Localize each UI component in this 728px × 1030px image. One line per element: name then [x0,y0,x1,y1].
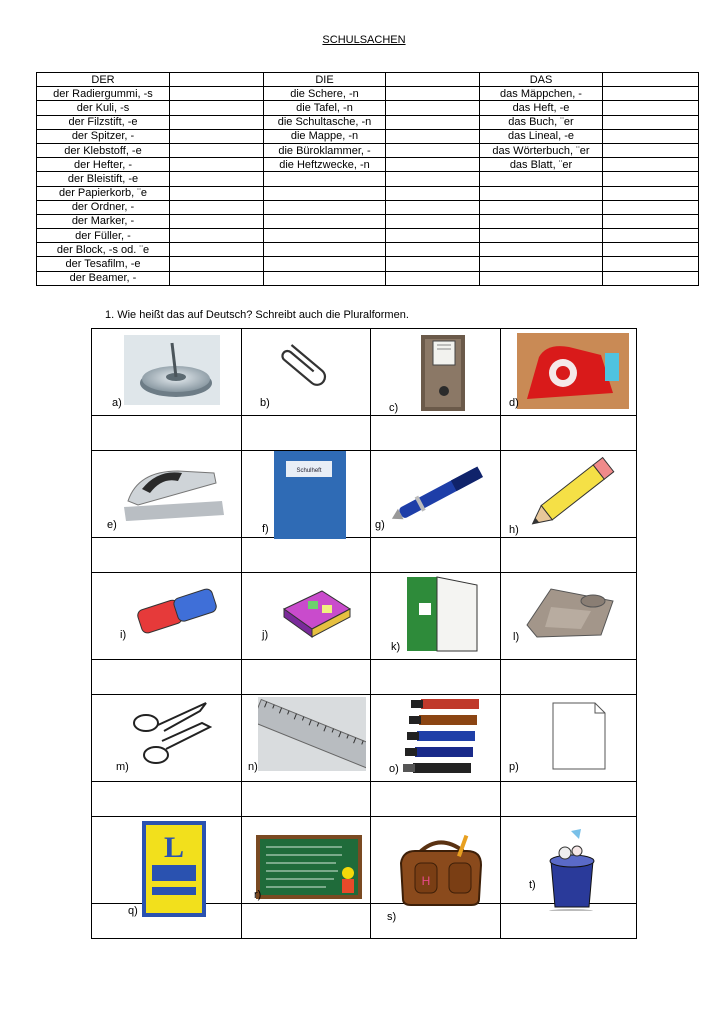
die-empty-cell [264,243,386,257]
der-blank-cell[interactable] [170,257,264,271]
vocab-row [37,186,699,200]
die-empty-cell [264,186,386,200]
das-blank-cell[interactable] [603,257,699,271]
answer-cell[interactable] [92,782,242,817]
answer-cell[interactable] [242,782,371,817]
item-label: c) [389,402,399,414]
das-empty-cell [480,214,603,228]
das-word: das Wörterbuch, ¨er [480,143,603,157]
item-label: n) [248,761,258,773]
answer-cell[interactable] [501,416,637,451]
das-blank-cell[interactable] [603,229,699,243]
die-blank-cell[interactable] [386,129,480,143]
exercise-instruction: 1. Wie heißt das auf Deutsch? Schreibt auch die Pluralformen. [105,309,409,321]
die-blank-cell[interactable] [386,186,480,200]
picture-cell [242,573,371,660]
der-blank-cell[interactable] [170,158,264,172]
paper-sheet-icon [551,701,607,771]
item-label: p) [509,761,519,773]
vocab-row [37,101,699,115]
der-blank-cell[interactable] [170,186,264,200]
die-blank-cell[interactable] [386,101,480,115]
das-word: das Heft, -e [480,101,603,115]
vocab-row [37,271,699,285]
der-word: der Kuli, -s [37,101,170,115]
der-header: DER [37,73,170,87]
picture-cell [501,695,637,782]
das-empty-cell [480,271,603,285]
das-blank-cell[interactable] [603,158,699,172]
item-label: m) [116,761,129,773]
das-empty-cell [480,243,603,257]
item-label: j) [262,629,269,641]
das-blank-cell[interactable] [603,101,699,115]
answer-cell[interactable] [501,538,637,573]
answer-cell[interactable] [371,904,501,939]
der-blank-cell[interactable] [170,200,264,214]
das-blank-cell[interactable] [603,143,699,157]
das-empty-cell [480,200,603,214]
item-label: t) [529,879,536,891]
der-blank-cell[interactable] [170,101,264,115]
der-blank-cell[interactable] [170,172,264,186]
das-word: das Lineal, -e [480,129,603,143]
die-blank-cell[interactable] [386,158,480,172]
die-blank-cell[interactable] [386,200,480,214]
svg-text:H: H [421,874,431,888]
die-empty-cell [264,257,386,271]
der-blank-cell[interactable] [170,87,264,101]
answer-cell[interactable] [242,904,371,939]
der-blank-cell[interactable] [170,271,264,285]
svg-text:L: L [163,831,185,864]
item-label: d) [509,397,519,409]
die-blank-cell[interactable] [386,229,480,243]
picture-cell [501,329,637,416]
item-label: a) [112,397,122,409]
ruler-icon [258,697,366,771]
der-blank-cell[interactable] [170,243,264,257]
der-blank-cell[interactable] [170,229,264,243]
item-label: e) [107,519,117,531]
vocabulary-table [36,72,699,286]
picture-cell [371,817,501,923]
die-empty-cell [264,229,386,243]
die-word: die Schere, -n [264,87,386,101]
item-label: r) [254,889,262,901]
das-blank-cell[interactable] [603,172,699,186]
der-word: der Filzstift, -e [37,115,170,129]
der-blank-cell[interactable] [170,115,264,129]
blackboard-icon [256,835,362,899]
das-word: das Buch, ¨er [480,115,603,129]
pushpin-icon [124,335,220,405]
page-title: SCHULSACHEN [322,34,406,46]
vocab-row [37,229,699,243]
picture-cell [371,451,501,538]
der-word: der Füller, - [37,229,170,243]
item-label: o) [389,763,399,775]
das-empty-cell [480,229,603,243]
das-blank-cell[interactable] [603,87,699,101]
answer-cell[interactable] [92,660,242,695]
das-blank-cell[interactable] [603,129,699,143]
school-bag-icon [395,833,485,907]
die-word: die Tafel, -n [264,101,386,115]
pen-icon [385,459,495,525]
picture-cell [242,695,371,782]
vocab-row [37,129,699,143]
scissors-icon [132,697,212,771]
eraser-icon [132,583,222,639]
die-empty-cell [264,200,386,214]
der-blank-cell[interactable] [170,129,264,143]
picture-cell [92,573,242,660]
picture-cell [501,451,637,538]
picture-cell [92,695,242,782]
answer-cell[interactable] [242,660,371,695]
die-blank-cell[interactable] [386,271,480,285]
der-blank-cell[interactable] [170,143,264,157]
picture-cell [242,817,371,904]
der-word: der Hefter, - [37,158,170,172]
notebook-icon [274,451,346,539]
das-blank-cell[interactable] [603,186,699,200]
der-word: der Papierkorb, ¨e [37,186,170,200]
die-header: DIE [264,73,386,87]
der-word: der Ordner, - [37,200,170,214]
das-blank-cell[interactable] [603,271,699,285]
der-word: der Block, -s od. ¨e [37,243,170,257]
der-blank-cell[interactable] [170,73,264,87]
das-blank-cell[interactable] [603,73,699,87]
die-blank-cell[interactable] [386,172,480,186]
tape-dispenser-icon [517,333,629,409]
item-label: f) [262,523,269,535]
das-word: das Blatt, ¨er [480,158,603,172]
der-word: der Klebstoff, -e [37,143,170,157]
das-word: das Mäppchen, - [480,87,603,101]
der-word: der Tesafilm, -e [37,257,170,271]
die-empty-cell [264,271,386,285]
die-word: die Büroklammer, - [264,143,386,157]
das-empty-cell [480,257,603,271]
answer-cell[interactable] [242,538,371,573]
die-blank-cell[interactable] [386,115,480,129]
die-word: die Mappe, -n [264,129,386,143]
vocab-row [37,172,699,186]
answer-cell[interactable] [501,904,637,939]
item-label: q) [128,905,138,917]
item-label: l) [513,631,520,643]
pencil-icon [521,455,621,535]
stapler-icon [118,461,230,527]
picture-cell [501,817,637,904]
die-blank-cell[interactable] [386,87,480,101]
paperclip-icon [274,339,338,391]
die-word: die Schultasche, -n [264,115,386,129]
answer-cell[interactable] [371,538,501,573]
answer-cell[interactable] [371,416,501,451]
der-word: der Marker, - [37,214,170,228]
vocab-row [37,158,699,172]
der-word: der Beamer, - [37,271,170,285]
picture-cell [92,329,242,416]
answer-cell[interactable] [92,416,242,451]
picture-cell [501,573,637,660]
item-label: i) [120,629,127,641]
das-blank-cell[interactable] [603,115,699,129]
picture-cell [92,817,242,917]
answer-cell[interactable] [92,904,242,939]
die-blank-cell[interactable] [386,73,480,87]
das-empty-cell [480,186,603,200]
vocab-row [37,87,699,101]
answer-cell[interactable] [501,660,637,695]
picture-cell [371,695,501,782]
vocab-row [37,257,699,271]
das-empty-cell [480,172,603,186]
das-blank-cell[interactable] [603,214,699,228]
vocab-row [37,200,699,214]
picture-cell [371,573,501,660]
picture-cell [242,451,371,538]
der-word: der Radiergummi, -s [37,87,170,101]
picture-cell [242,329,371,416]
vocab-row [37,243,699,257]
sharpener-icon [521,581,621,641]
item-label: g) [375,519,385,531]
markers-icon [401,695,485,777]
answer-cell[interactable] [371,782,501,817]
binder-icon [411,331,473,413]
die-blank-cell[interactable] [386,257,480,271]
die-blank-cell[interactable] [386,143,480,157]
item-label: s) [387,911,397,923]
der-word: der Bleistift, -e [37,172,170,186]
pencil-case-icon [278,583,354,639]
das-blank-cell[interactable] [603,243,699,257]
picture-cell [92,451,242,538]
answer-cell[interactable] [92,538,242,573]
picture-grid [91,328,637,939]
das-header: DAS [480,73,603,87]
vocab-row [37,115,699,129]
die-blank-cell[interactable] [386,214,480,228]
vocab-row [37,214,699,228]
item-label: b) [260,397,270,409]
item-label: k) [391,641,401,653]
der-word: der Spitzer, - [37,129,170,143]
svg-text:Schulheft: Schulheft [296,468,322,474]
die-blank-cell[interactable] [386,243,480,257]
answer-cell[interactable] [242,416,371,451]
answer-cell[interactable] [371,660,501,695]
die-empty-cell [264,214,386,228]
picture-cell [371,329,501,416]
answer-cell[interactable] [501,782,637,817]
wastebasket-icon [537,827,607,911]
folder-icon [405,573,479,653]
item-label: h) [509,524,519,536]
das-blank-cell[interactable] [603,200,699,214]
vocab-header-row [37,73,699,87]
vocab-row [37,143,699,157]
der-blank-cell[interactable] [170,214,264,228]
die-word: die Heftzwecke, -n [264,158,386,172]
die-empty-cell [264,172,386,186]
